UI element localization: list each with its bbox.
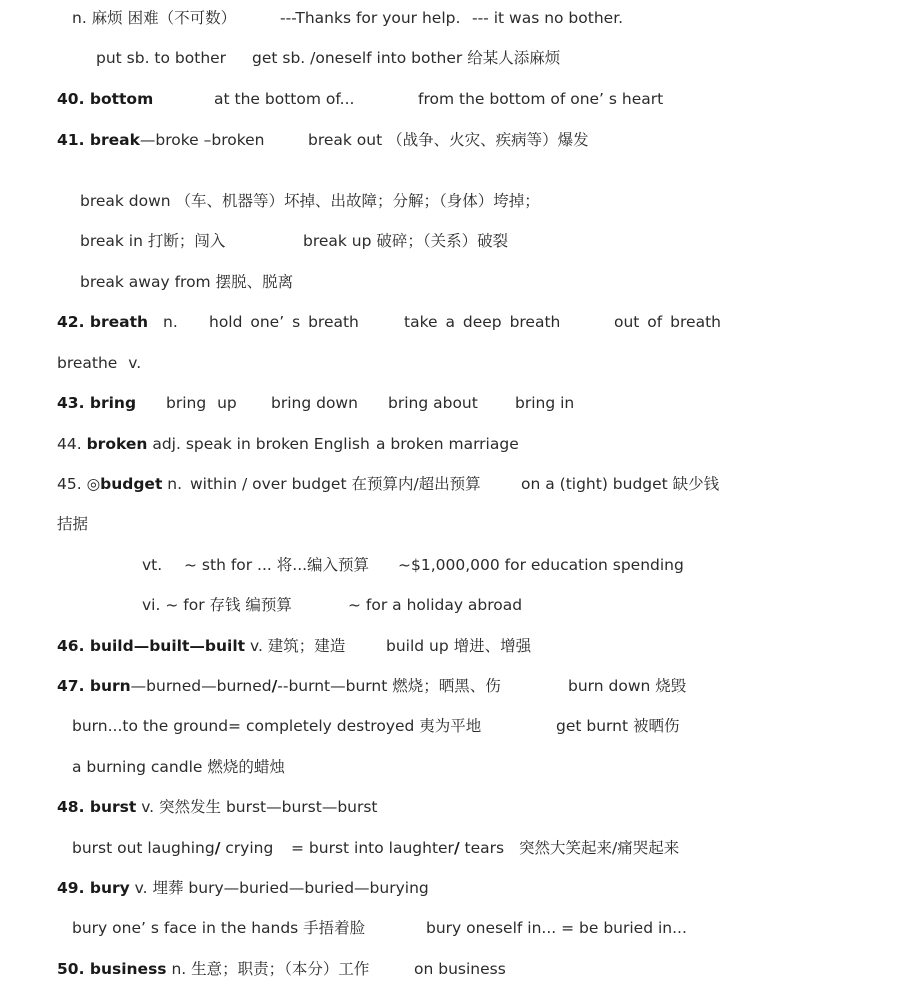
entry-46-meaning: v. 建筑；建造: [245, 637, 346, 655]
entry-41-phrase-break-in: break in 打断；闯入: [80, 232, 226, 250]
entry-49-meaning: v. 埋葬 bury—buried—buried—burying: [129, 879, 429, 897]
entry-42-headword: 42. breath: [57, 313, 149, 331]
entry-49-phrase-2: bury oneself in... = be buried in...: [426, 919, 687, 937]
entry-47-phrase-burn-down: burn down 烧毁: [568, 677, 687, 695]
entry-44-phrase-2: a broken marriage: [376, 435, 519, 453]
entry-40-phrase-1: at the bottom of...: [214, 90, 355, 108]
entry-45-vt-phrase: ~ sth for ... 将...编入预算: [184, 556, 370, 574]
entry-44-phrase-1: adj. speak in broken English: [147, 435, 370, 453]
entry-41-phrase-break-out: break out （战争、火灾、疾病等）爆发: [308, 131, 589, 149]
entry-46-phrase: build up 增进、增强: [386, 637, 532, 655]
entry-48-slash-1: /: [214, 839, 221, 857]
entry-45-phrase-1: within / over budget 在预算内/超出预算: [190, 475, 481, 493]
entry-47-phrase-candle: a burning candle 燃烧的蜡烛: [72, 758, 285, 776]
entry-48-slash-2: /: [453, 839, 460, 857]
entry-50-meaning: n. 生意；职责；（本分）工作: [166, 960, 370, 978]
entry-41-phrase-break-down: break down （车、机器等）坏掉、出故障；分解；（身体）垮掉；: [80, 192, 540, 210]
entry-50-phrase: on business: [414, 960, 506, 978]
entry-42-phrase-1: hold one’ s breath: [209, 313, 359, 331]
entry-42-breathe: breathe v.: [57, 354, 142, 372]
entry-45-vt-example: ~$1,000,000 for education spending: [398, 556, 684, 574]
entry-48-headword: 48. burst: [57, 798, 137, 816]
entry-45-vi-example: ~ for a holiday abroad: [348, 596, 523, 614]
bother-phrase-2: get sb. /oneself into bother 给某人添麻烦: [252, 49, 561, 67]
entry-45-phrase-2: on a (tight) budget 缺少钱: [521, 475, 720, 493]
entry-45-vi-phrase: vi. ~ for 存钱 编预算: [142, 596, 292, 614]
entry-41-headword: 41. break: [57, 131, 140, 149]
entry-47-forms-1: —burned—burned: [130, 677, 272, 695]
entry-47-forms-2: --burnt—burnt 燃烧；晒黑、伤: [277, 677, 501, 695]
entry-49-phrase-1: bury one’ s face in the hands 手捂着脸: [72, 919, 366, 937]
entry-48-phrase-1b: crying: [220, 839, 274, 857]
entry-45-continuation: 拮据: [57, 515, 89, 533]
entry-48-meaning-2: 突然大笑起来/痛哭起来: [519, 839, 680, 857]
entry-44-number: 44.: [57, 435, 87, 453]
bother-example-2: --- it was no bother.: [472, 9, 624, 27]
entry-45-pos: n.: [162, 475, 183, 493]
entry-40-phrase-2: from the bottom of one’ s heart: [418, 90, 664, 108]
entry-41-phrase-break-up: break up 破碎；（关系）破裂: [303, 232, 509, 250]
entry-49-headword: 49. bury: [57, 879, 130, 897]
entry-42-phrase-3: out of breath: [614, 313, 721, 331]
entry-41-phrase-break-away: break away from 摆脱、脱离: [80, 273, 294, 291]
entry-43-phrase-4: bring in: [515, 394, 575, 412]
entry-45-headword: budget: [100, 475, 163, 493]
entry-45-vt-label: vt.: [142, 556, 163, 574]
entry-43-phrase-3: bring about: [388, 394, 478, 412]
entry-50-headword: 50. business: [57, 960, 167, 978]
entry-48-phrase-2b: tears: [459, 839, 505, 857]
bother-example-1: ---Thanks for your help.: [280, 9, 461, 27]
bother-meaning: n. 麻烦 困难（不可数）: [72, 9, 237, 27]
entry-47-phrase-ground: burn...to the ground= completely destroyed 夷为平地: [72, 717, 482, 735]
entry-48-phrase-2a: = burst into laughter: [291, 839, 454, 857]
entry-42-phrase-2: take a deep breath: [404, 313, 561, 331]
entry-44-headword: broken: [86, 435, 148, 453]
bother-phrase-1: put sb. to bother: [96, 49, 227, 67]
entry-47-phrase-get-burnt: get burnt 被晒伤: [556, 717, 680, 735]
entry-40-headword: 40. bottom: [57, 90, 154, 108]
entry-48-meaning: v. 突然发生 burst—burst—burst: [136, 798, 378, 816]
entry-45-number: 45. ◎: [57, 475, 101, 493]
entry-47-headword: 47. burn: [57, 677, 131, 695]
entry-47-separator: /: [271, 677, 278, 695]
entry-46-headword: 46. build—built—built: [57, 637, 246, 655]
entry-41-forms: —broke –broken: [139, 131, 265, 149]
entry-48-phrase-1a: burst out laughing: [72, 839, 215, 857]
entry-43-headword: 43. bring: [57, 394, 137, 412]
entry-43-phrase-2: bring down: [271, 394, 358, 412]
entry-43-phrase-1: bring up: [166, 394, 237, 412]
entry-42-pos: n.: [163, 313, 178, 331]
